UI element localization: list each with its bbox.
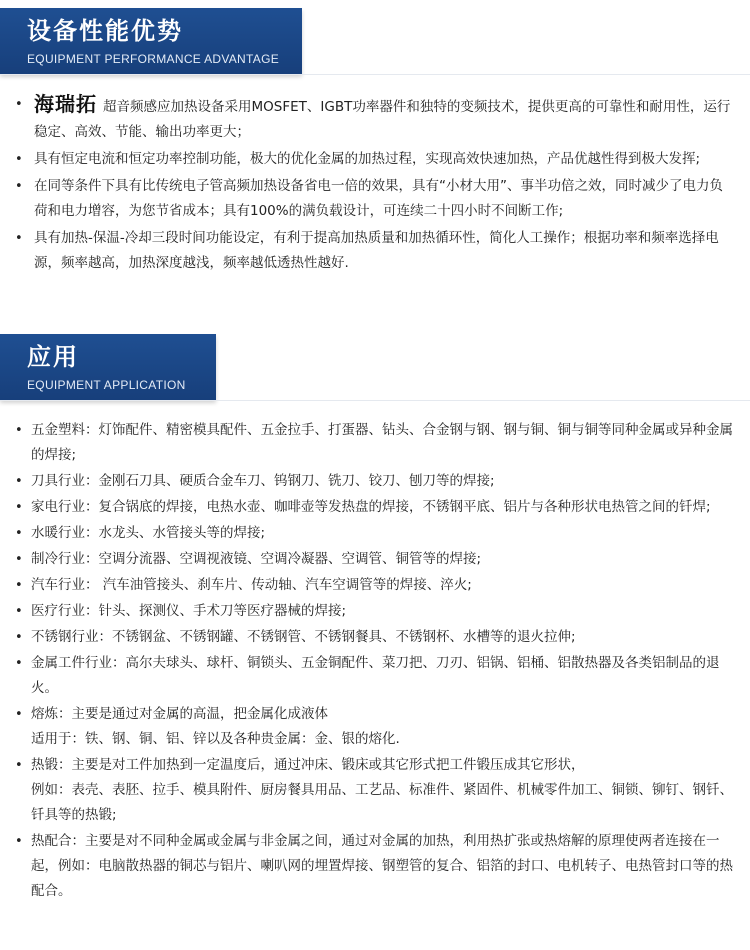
bullet-icon: • bbox=[15, 552, 23, 567]
bullet-icon: • bbox=[15, 179, 23, 194]
application-text: 刀具行业：金刚石刀具、硬质合金车刀、钨钢刀、铣刀、铰刀、刨刀等的焊接; bbox=[31, 473, 495, 489]
section-subtitle-advantage: EQUIPMENT PERFORMANCE ADVANTAGE bbox=[27, 52, 280, 66]
application-item bbox=[0, 573, 742, 598]
divider bbox=[0, 74, 750, 75]
advantage-text: 在同等条件下具有比传统电子管高频加热设备省电一倍的效果，具有“小材大用”、事半功倍之效，同时减少了电力负荷和电力增容，为您节省成本；具有100%的满负载设计，可连续二十四小时不间断工作; bbox=[34, 178, 723, 219]
advantage-item bbox=[0, 92, 740, 145]
application-text: 金属工件行业：高尔夫球头、球杆、铜锁头、五金铜配件、菜刀把、刀刃、铝锅、铝桶、铝散热器及各类铝制品的退火。 bbox=[31, 655, 720, 696]
application-text: 医疗行业：针头、探测仪、手术刀等医疗器械的焊接; bbox=[31, 603, 347, 619]
application-item bbox=[0, 651, 742, 701]
bullet-icon: • bbox=[15, 500, 23, 515]
divider bbox=[0, 400, 750, 401]
application-item bbox=[0, 753, 742, 828]
advantage-item bbox=[0, 147, 740, 172]
bullet-icon: • bbox=[15, 834, 23, 849]
bullet-icon: • bbox=[15, 526, 23, 541]
application-text: 熔炼：主要是通过对金属的高温，把金属化成液体 bbox=[31, 706, 328, 722]
bullet-icon: • bbox=[15, 152, 23, 167]
advantage-text: 具有加热-保温-冷却三段时间功能设定，有利于提高加热质量和加热循环性，简化人工操作；根据功率和频率选择电源，频率越高，加热深度越浅，频率越低透热性越好. bbox=[34, 230, 719, 271]
brand-name: 海瑞拓 bbox=[34, 92, 97, 116]
bullet-icon: • bbox=[15, 604, 23, 619]
advantage-text: 超音频感应加热设备采用MOSFET、IGBT功率器件和独特的变频技术，提供更高的可靠性和耐用性，运行稳定、高效、节能、输出功率更大； bbox=[34, 99, 731, 140]
application-item bbox=[0, 521, 742, 546]
section-banner-application bbox=[0, 334, 216, 400]
section-title-advantage: 设备性能优势 bbox=[27, 17, 183, 45]
application-list bbox=[0, 418, 742, 905]
application-item bbox=[0, 469, 742, 494]
bullet-icon: • bbox=[15, 231, 23, 246]
application-text: 家电行业：复合锅底的焊接，电热水壶、咖啡壶等发热盘的焊接，不锈钢平底、铝片与各种形状电热管之间的钎焊; bbox=[31, 499, 711, 515]
bullet-icon: • bbox=[15, 474, 23, 489]
application-item bbox=[0, 702, 742, 752]
bullet-icon: • bbox=[15, 758, 23, 773]
section-banner-advantage bbox=[0, 8, 302, 74]
advantage-text: 具有恒定电流和恒定功率控制功能，极大的优化金属的加热过程，实现高效快速加热，产品优越性得到极大发挥; bbox=[34, 151, 701, 167]
application-text: 汽车行业： 汽车油管接头、刹车片、传动轴、汽车空调管等的焊接、淬火; bbox=[31, 577, 472, 593]
bullet-icon: • bbox=[15, 707, 23, 722]
bullet-icon: • bbox=[15, 630, 23, 645]
application-text: 热锻：主要是对工件加热到一定温度后，通过冲床、锻床或其它形式把工件锻压成其它形状， bbox=[31, 757, 585, 773]
bullet-icon: • bbox=[15, 578, 23, 593]
bullet-icon: • bbox=[15, 97, 23, 112]
section-title-application: 应用 bbox=[27, 343, 79, 371]
application-text: 热配合：主要是对不同种金属或金属与非金属之间，通过对金属的加热，利用热扩张或热熔解的原理使两者连接在一起，例如：电脑散热器的铜芯与铝片、喇叭网的埋置焊接、钢塑管的复合、铝箔的封口、电机转子、电热管封口等的热配合。 bbox=[31, 833, 733, 899]
application-text: 五金塑料：灯饰配件、精密模具配件、五金拉手、打蛋器、钻头、合金钢与钢、钢与铜、铜与铜等同种金属或异种金属的焊接; bbox=[31, 422, 733, 463]
application-item bbox=[0, 547, 742, 572]
bullet-icon: • bbox=[15, 656, 23, 671]
advantage-item bbox=[0, 174, 740, 224]
application-text-line2: 例如：表壳、表胚、拉手、模具附件、厨房餐具用品、工艺品、标准件、紧固件、机械零件加工、铜锁、铆钉、钢钎、钎具等的热锻; bbox=[31, 782, 733, 823]
application-item bbox=[0, 418, 742, 468]
application-item bbox=[0, 829, 742, 904]
application-item bbox=[0, 495, 742, 520]
advantage-list bbox=[0, 92, 740, 278]
application-text: 不锈钢行业：不锈钢盆、不锈钢罐、不锈钢管、不锈钢餐具、不锈钢杯、水槽等的退火拉伸; bbox=[31, 629, 576, 645]
application-text: 制冷行业：空调分流器、空调视液镜、空调冷凝器、空调管、铜管等的焊接; bbox=[31, 551, 482, 567]
application-text-line2: 适用于：铁、钢、铜、铝、锌以及各种贵金属：金、银的熔化. bbox=[31, 731, 400, 747]
section-subtitle-application: EQUIPMENT APPLICATION bbox=[27, 378, 186, 392]
application-item bbox=[0, 599, 742, 624]
bullet-icon: • bbox=[15, 423, 23, 438]
advantage-item bbox=[0, 226, 740, 276]
application-item bbox=[0, 625, 742, 650]
application-text: 水暖行业：水龙头、水管接头等的焊接; bbox=[31, 525, 266, 541]
